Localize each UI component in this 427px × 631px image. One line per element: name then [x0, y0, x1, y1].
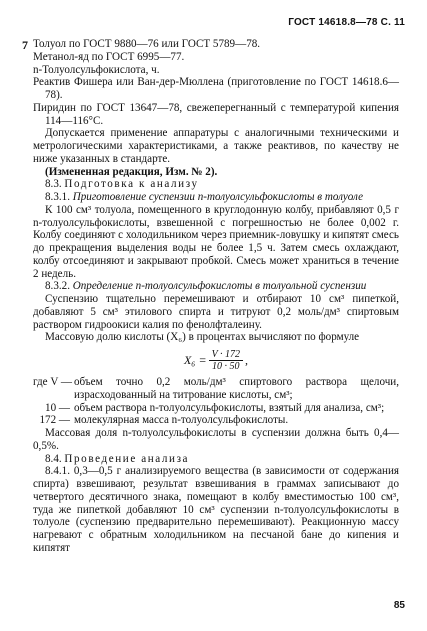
section-8-3-heading	[33, 178, 399, 191]
definition-symbol: где V —	[33, 376, 73, 388]
section-8-3-title: Подготовка к анализу	[64, 178, 199, 191]
formula-numerator: V · 172	[209, 349, 243, 361]
section-8-3-2-heading	[33, 280, 399, 293]
page-number: 85	[393, 600, 405, 611]
formula-tail: ,	[245, 353, 249, 368]
definition-symbol: 10 —	[45, 401, 70, 414]
page-content	[33, 38, 399, 555]
reagent-methanol: Метанол-яд по ГОСТ 6995—77.	[33, 50, 185, 63]
section-8-4-1-text: 8.4.1. 0,3—0,5 г анализируемого вещества (в зависимости от содержания спирта) взвешивают, результат взвешивания в граммах записывают до четвертого десятичного знака, помещают в колбу вместимостью 100 см³, туда же пипеткой добавляют 10 см³ суспензии n-толуолсульфокислоты в толуоле (суспензию предварительно перемешивают). Реакционную массу нагревают с обратным холодильником на песчаной бане до кипения и кипятят	[33, 465, 399, 554]
reagent-toluene: Толуол по ГОСТ 9880—76 или ГОСТ 5789—78.	[33, 38, 261, 50]
section-8-3-1-heading	[33, 191, 399, 204]
formula-denominator: 10 · 50	[212, 361, 240, 372]
reagent-fischer: Реактив Фишера или Ван-дер-Мюллена (приготовление по ГОСТ 14618.6—78).	[33, 76, 399, 101]
formula-definitions	[33, 376, 399, 427]
section-8-3-1-number: 8.3.1.	[45, 191, 70, 203]
section-8-3-2-number: 8.3.2.	[45, 280, 70, 293]
mass-fraction-text: Массовую долю кислоты (X₆) в процентах вычисляют по формуле	[45, 331, 360, 344]
allowance-paragraph: Допускается применение аппаратуры с аналогичными техническими и метрологическими характеристиками, а также реактивов, по качеству не ниже указанных в стандарте.	[33, 127, 399, 165]
section-8-4-heading	[33, 453, 399, 466]
revision-note: (Измененная редакция, Изм. № 2).	[45, 165, 218, 178]
section-8-3-2-title: Определение n-толуолсульфокислоты в толуольной суспензии	[72, 280, 367, 293]
definition-text: молекулярная масса n-толуолсульфокислоты.	[74, 414, 289, 427]
formula-lhs: X₆ =	[183, 353, 207, 368]
section-8-4-title: Проведение анализа	[64, 452, 190, 465]
margin-mark: 7	[22, 38, 28, 52]
section-8-3-1-title: Приготовление суспензии n-толуолсульфокислоты в толуоле	[72, 191, 364, 203]
page-header: ГОСТ 14618.8—78 С. 11	[288, 17, 405, 28]
definition-symbol: 172 —	[39, 414, 70, 427]
formula-fraction	[209, 349, 243, 372]
suspension-note: Массовая доля n-толуолсульфокислоты в суспензии должна быть 0,4—0,5%.	[33, 427, 399, 452]
definition-text: объем точно 0,2 моль/дм³ спиртового раствора щелочи, израсходованный на титрование кислоты, см³;	[74, 376, 399, 401]
section-8-3-1-text: К 100 см³ толуола, помещенного в круглодонную колбу, прибавляют 0,5 г n-толуолсульфокислоты, взвешенной с погрешностью не более 0,002 г. Колбу соединяют с холодильником через приемник-ловушку и кипятят смесь до прекращения выделения воды не более 1,5 ч. Затем смесь охлаждают, колбу отсоединяют и закрывают пробкой. Смесь может храниться в течение 2 недель.	[33, 203, 399, 280]
reagent-pyridine: Пиридин по ГОСТ 13647—78, свежеперегнанный с температурой кипения 114—116°С.	[33, 101, 399, 127]
formula	[33, 349, 399, 372]
reagent-toluenesulfonic-acid: n-Толуолсульфокислота, ч.	[33, 63, 160, 76]
section-8-3-2-text: Суспензию тщательно перемешивают и отбирают 10 см³ пипеткой, добавляют 5 см³ этилового спирта и титруют 0,2 моль/дм³ спиртовым раствором гидроокиси калия по фенолфталеину.	[33, 293, 399, 331]
section-8-3-number: 8.3.	[45, 178, 62, 191]
section-8-4-number: 8.4.	[45, 452, 62, 465]
definition-text: объем раствора n-толуолсульфокислоты, взятый для анализа, см³;	[74, 401, 385, 414]
